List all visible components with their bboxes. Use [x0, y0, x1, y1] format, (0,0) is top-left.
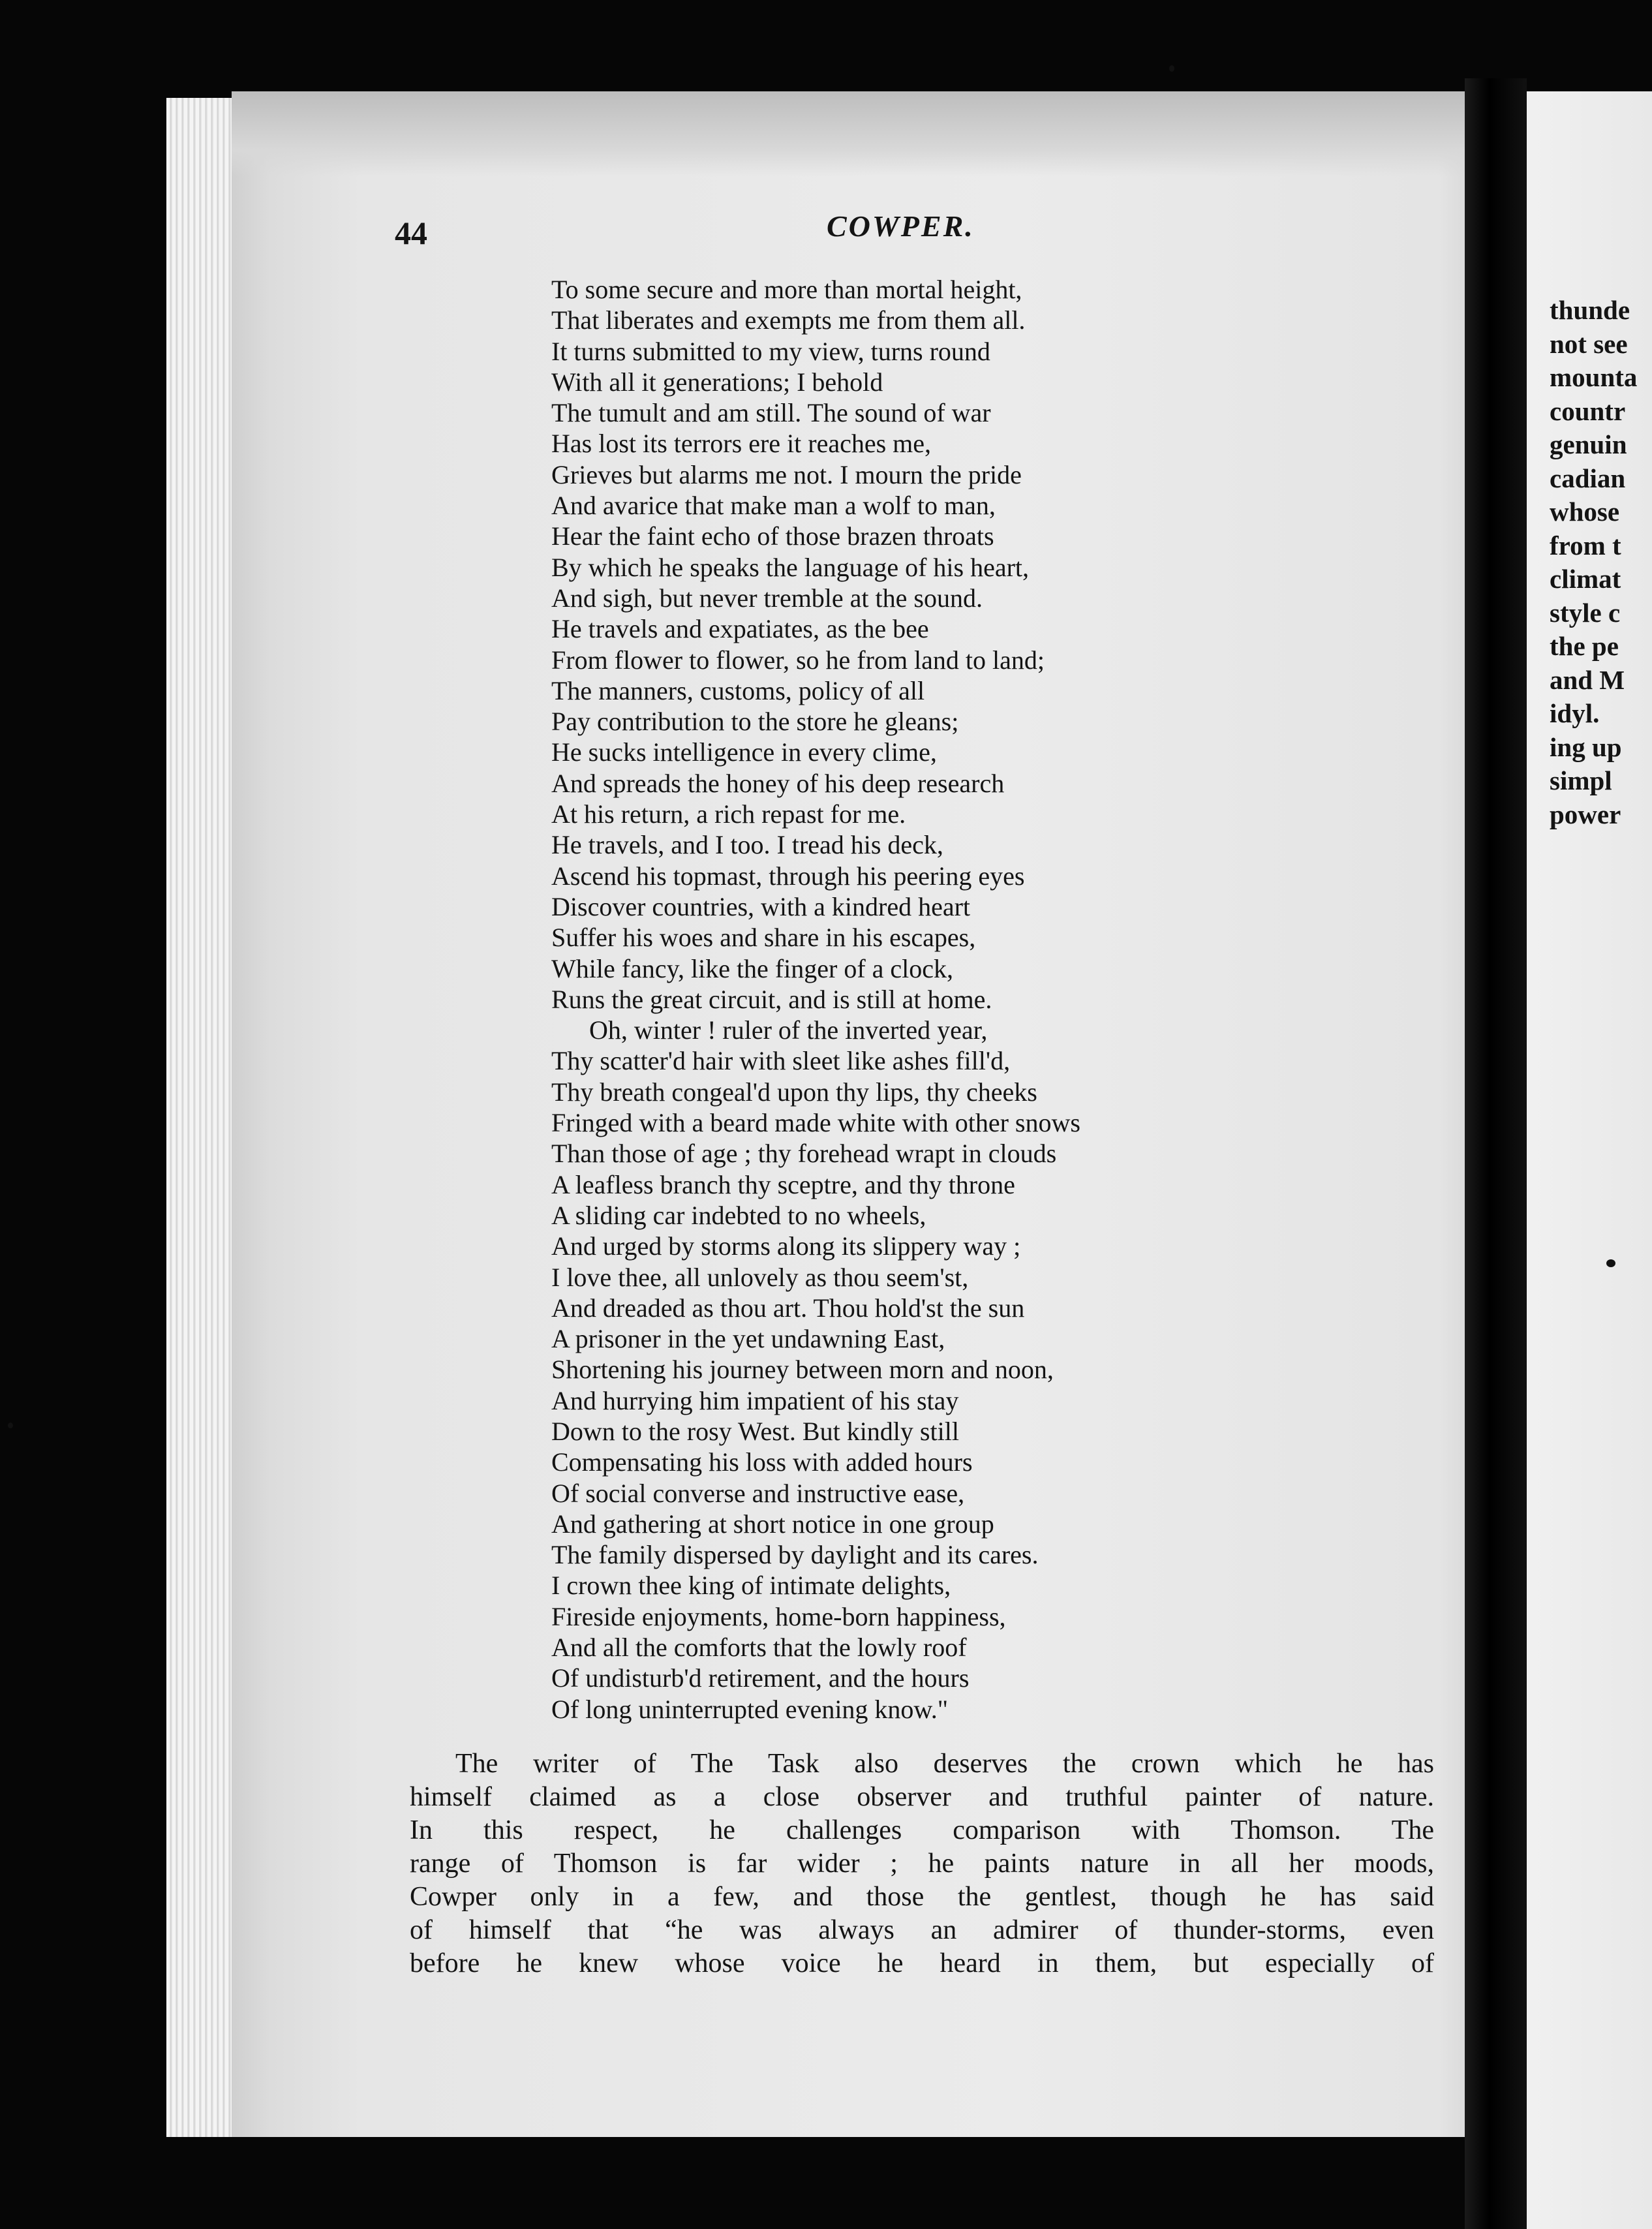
running-head: COWPER.: [827, 209, 975, 243]
poem-line: Fireside enjoyments, home-born happiness,: [551, 1601, 1006, 1631]
poem-line: Than those of age ; thy forehead wrapt in clouds: [551, 1139, 1057, 1169]
next-page-line: genuin: [1550, 429, 1627, 459]
next-page-line: ing up: [1550, 731, 1622, 762]
poem-line: And spreads the honey of his deep research: [551, 768, 1005, 798]
book-gutter: [1465, 78, 1527, 2229]
poem-line: The manners, customs, policy of all: [551, 675, 925, 705]
next-page-line: thunde: [1550, 295, 1630, 325]
poem-line: A leafless branch thy sceptre, and thy throne: [551, 1169, 1015, 1199]
next-page-line: power: [1550, 799, 1621, 829]
poem-line: And sigh, but never tremble at the sound.: [551, 583, 983, 613]
poem-line: Of undisturb'd retirement, and the hours: [551, 1663, 970, 1693]
ink-speck: [8, 1422, 13, 1428]
poem-line: While fancy, like the finger of a clock,: [551, 953, 954, 983]
poem-line: From flower to flower, so he from land to land;: [551, 645, 1045, 675]
poem-line: It turns submitted to my view, turns round: [551, 336, 990, 366]
poem-line: To some secure and more than mortal height,: [551, 275, 1022, 304]
poem-line: Compensating his loss with added hours: [551, 1447, 973, 1477]
poem-line: Thy breath congeal'd upon thy lips, thy cheeks: [551, 1077, 1037, 1107]
poem-line: Shortening his journey between morn and noon,: [551, 1355, 1054, 1385]
prose-line: The writer of The Task also deserves the crown which he has: [455, 1749, 1434, 1779]
poem-line: A prisoner in the yet undawning East,: [551, 1324, 945, 1354]
poem-line: Down to the rosy West. But kindly still: [551, 1416, 959, 1446]
next-page-line: style c: [1550, 597, 1621, 628]
poem-line: Of long uninterrupted evening know.": [551, 1694, 949, 1724]
next-page-line: climat: [1550, 564, 1621, 594]
poem-line: That liberates and exempts me from them all.: [551, 305, 1026, 335]
poem-line: And hurrying him impatient of his stay: [551, 1385, 959, 1415]
poem-line: And avarice that make man a wolf to man,: [551, 491, 996, 521]
poem-line: He travels and expatiates, as the bee: [551, 614, 929, 644]
prose-line: before he knew whose voice he heard in them, but especially of: [410, 1948, 1434, 1978]
poem-line: Grieves but alarms me not. I mourn the pride: [551, 459, 1022, 489]
next-page-line: countr: [1550, 395, 1626, 426]
ink-speck: [1169, 65, 1174, 72]
poem-line: The family dispersed by daylight and its cares.: [551, 1540, 1039, 1570]
poem-line: By which he speaks the language of his heart,: [551, 552, 1030, 582]
poem-line: And all the comforts that the lowly roof: [551, 1633, 967, 1663]
prose-paragraph: [410, 1747, 1434, 1980]
poem-line: He sucks intelligence in every clime,: [551, 737, 937, 767]
poem-line: Discover countries, with a kindred heart: [551, 891, 971, 921]
next-page-line: mounta: [1550, 362, 1638, 392]
next-page-line: not see: [1550, 328, 1628, 359]
prose-line: himself claimed as a close observer and truthful painter of nature.: [410, 1782, 1434, 1812]
poem-quotation: [551, 274, 1080, 1725]
next-page-text: [1550, 294, 1652, 831]
poem-line: I crown thee king of intimate delights,: [551, 1571, 951, 1601]
poem-line: Oh, winter ! ruler of the inverted year,: [589, 1015, 988, 1045]
poem-line: And dreaded as thou art. Thou hold'st the sun: [551, 1293, 1025, 1323]
prose-line: In this respect, he challenges comparison with Thomson. The: [410, 1815, 1434, 1845]
poem-line: Fringed with a beard made white with other snows: [551, 1108, 1080, 1138]
ink-speck: [1606, 1259, 1615, 1267]
poem-line: A sliding car indebted to no wheels,: [551, 1200, 926, 1230]
next-page-line: from t: [1550, 530, 1621, 561]
prose-line: of himself that “he was always an admirer of thunder-storms, even: [410, 1915, 1434, 1945]
poem-line: Thy scatter'd hair with sleet like ashes fill'd,: [551, 1046, 1011, 1076]
page-number: 44: [395, 215, 427, 251]
prose-line: Cowper only in a few, and those the gentlest, though he has said: [410, 1882, 1434, 1912]
poem-line: Suffer his woes and share in his escapes,: [551, 923, 976, 953]
poem-line: At his return, a rich repast for me.: [551, 799, 906, 829]
poem-line: And gathering at short notice in one group: [551, 1509, 994, 1539]
next-page-line: idyl.: [1550, 698, 1600, 728]
poem-line: Ascend his topmast, through his peering eyes: [551, 861, 1025, 891]
poem-line: And urged by storms along its slippery way ;: [551, 1231, 1021, 1261]
poem-line: I love thee, all unlovely as thou seem'st,: [551, 1262, 969, 1292]
next-page-line: cadian: [1550, 463, 1626, 493]
poem-line: He travels, and I too. I tread his deck,: [551, 830, 943, 860]
poem-line: Of social converse and instructive ease,: [551, 1478, 965, 1508]
next-page-line: and M: [1550, 664, 1625, 695]
poem-line: Has lost its terrors ere it reaches me,: [551, 429, 932, 459]
poem-line: Runs the great circuit, and is still at home.: [551, 984, 992, 1014]
next-page-line: simpl: [1550, 765, 1612, 795]
poem-line: Pay contribution to the store he gleans;: [551, 707, 959, 737]
next-page-line: whose: [1550, 497, 1620, 527]
next-page-line: the pe: [1550, 631, 1619, 661]
poem-line: With all it generations; I behold: [551, 367, 883, 397]
poem-line: Hear the faint echo of those brazen throats: [551, 521, 994, 551]
prose-line: range of Thomson is far wider ; he paints nature in all her moods,: [410, 1849, 1434, 1879]
poem-line: The tumult and am still. The sound of war: [551, 398, 991, 428]
